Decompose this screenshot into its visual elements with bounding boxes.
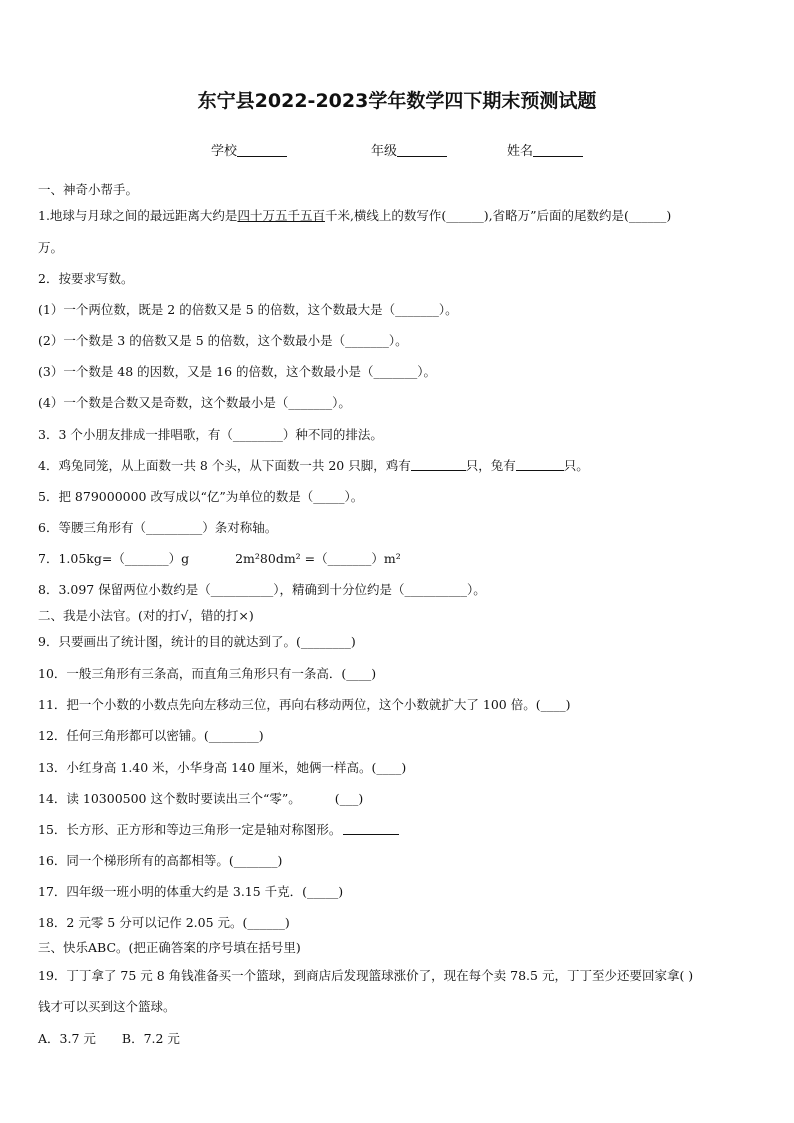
question-4-text-c: 只。 bbox=[563, 458, 589, 473]
question-11: 11．把一个小数的小数点先向左移动三位，再向右移动两位，这个小数就扩大了 100 倍。(____) bbox=[38, 697, 571, 712]
grade-blank[interactable] bbox=[397, 143, 447, 157]
question-7 bbox=[38, 551, 401, 567]
school-blank[interactable] bbox=[237, 143, 287, 157]
option-a[interactable]: A．3.7 元 bbox=[38, 1031, 96, 1046]
question-12: 12．任何三角形都可以密铺。(________) bbox=[38, 728, 264, 743]
question-2-part-4: (4）一个数是合数又是奇数，这个数最小是（_______）。 bbox=[38, 395, 351, 410]
question-7-part-a: 7．1.05kg=（_______）g bbox=[38, 551, 190, 566]
grade-field bbox=[371, 140, 447, 159]
question-15-text: 15．长方形、正方形和等边三角形一定是轴对称图形。 bbox=[38, 822, 342, 837]
question-15 bbox=[38, 822, 399, 838]
question-2: 2．按要求写数。 bbox=[38, 271, 134, 286]
name-blank[interactable] bbox=[533, 143, 583, 157]
question-18: 18．2 元零 5 分可以记作 2.05 元。(______) bbox=[38, 915, 290, 930]
question-17: 17．四年级一班小明的体重大约是 3.15 千克．(_____) bbox=[38, 884, 344, 899]
question-4-text-a: 4．鸡兔同笼，从上面数一共 8 个头，从下面数一共 20 只脚，鸡有 bbox=[38, 458, 411, 473]
question-7-part-b: 2m²80dm² =（_______）m² bbox=[235, 551, 401, 566]
question-19-options bbox=[38, 1031, 180, 1047]
question-10: 10．一般三角形有三条高，而直角三角形只有一条高．(____) bbox=[38, 666, 377, 681]
question-2-part-2: (2）一个数是 3 的倍数又是 5 的倍数，这个数最小是（_______）。 bbox=[38, 333, 408, 348]
question-9: 9．只要画出了统计图，统计的目的就达到了。(________) bbox=[38, 634, 356, 649]
section-heading-2: 二、我是小法官。(对的打√，错的打×) bbox=[38, 608, 254, 623]
school-label: 学校 bbox=[211, 144, 238, 159]
question-14-blank: (___) bbox=[334, 791, 364, 806]
question-19-cont: 钱才可以买到这个篮球。 bbox=[38, 999, 176, 1014]
question-6: 6．等腰三角形有（_________）条对称轴。 bbox=[38, 520, 278, 535]
question-3: 3．3 个小朋友排成一排唱歌，有（________）种不同的排法。 bbox=[38, 427, 383, 442]
question-1-underlined: 四十万五千五百 bbox=[237, 208, 325, 223]
question-13: 13．小红身高 1.40 米，小华身高 140 厘米，她俩一样高。(____) bbox=[38, 760, 407, 775]
question-4-blank-2[interactable] bbox=[516, 458, 564, 471]
question-19: 19．丁丁拿了 75 元 8 角钱准备买一个篮球，到商店后发现篮球涨价了，现在每个卖 78.5 元，丁丁至少还要回家拿( ) bbox=[38, 968, 694, 983]
grade-label: 年级 bbox=[371, 144, 398, 159]
question-2-part-1: (1）一个两位数，既是 2 的倍数又是 5 的倍数，这个数最大是（_______）。 bbox=[38, 302, 458, 317]
name-field bbox=[507, 140, 583, 159]
question-14 bbox=[38, 791, 363, 807]
question-2-part-3: (3）一个数是 48 的因数，又是 16 的倍数，这个数最小是（_______）。 bbox=[38, 364, 437, 379]
question-4-text-b: 只，兔有 bbox=[465, 458, 516, 473]
question-8: 8．3.097 保留两位小数约是（__________），精确到十分位约是（__________）。 bbox=[38, 582, 486, 597]
section-heading-3: 三、快乐ABC。(把正确答案的序号填在括号里) bbox=[38, 940, 301, 955]
question-4 bbox=[38, 458, 589, 474]
question-1-text-b: 千米,横线上的数写作(______),省略万”后面的尾数约是(______) bbox=[324, 208, 672, 223]
question-1 bbox=[38, 208, 671, 224]
option-b[interactable]: B．7.2 元 bbox=[121, 1031, 180, 1046]
section-heading-1: 一、神奇小帮手。 bbox=[38, 182, 139, 197]
page-title: 东宁县2022-2023学年数学四下期末预测试题 bbox=[197, 90, 597, 112]
name-label: 姓名 bbox=[507, 144, 534, 159]
question-1-cont: 万。 bbox=[38, 240, 64, 255]
question-5: 5．把 879000000 改写成以“亿”为单位的数是（_____）。 bbox=[38, 489, 364, 504]
question-15-blank[interactable] bbox=[343, 822, 399, 835]
question-4-blank-1[interactable] bbox=[411, 458, 466, 471]
question-14-text: 14．读 10300500 这个数时要读出三个“零”。 bbox=[38, 791, 301, 806]
school-field bbox=[211, 140, 287, 159]
question-1-text-a: 1.地球与月球之间的最远距离大约是 bbox=[38, 208, 238, 223]
question-16: 16．同一个梯形所有的高都相等。(_______) bbox=[38, 853, 283, 868]
